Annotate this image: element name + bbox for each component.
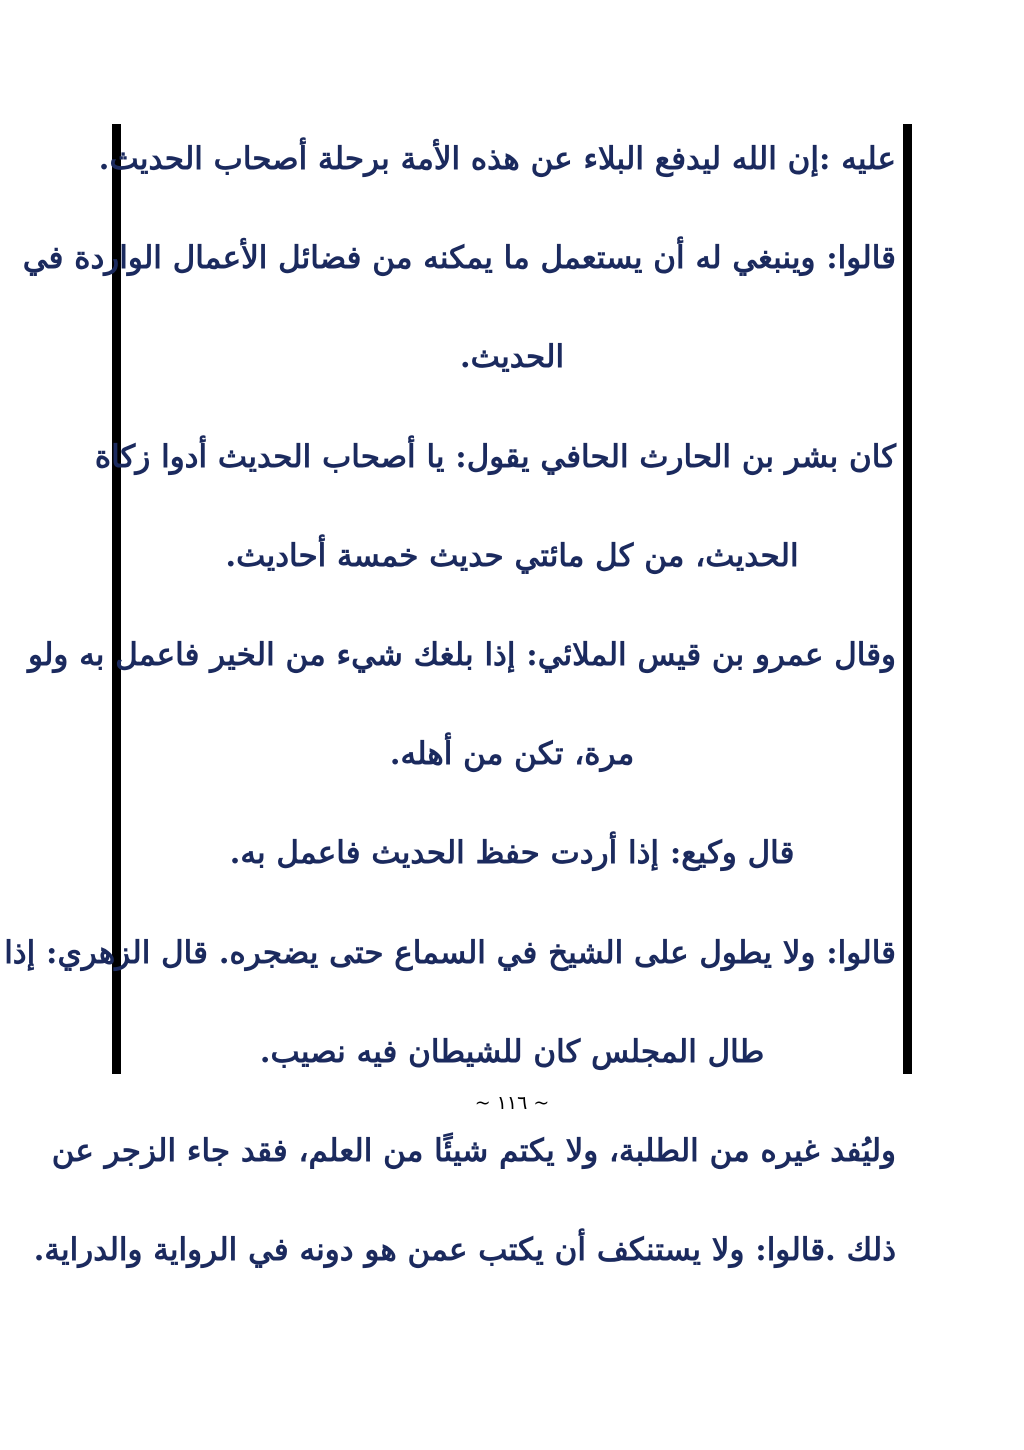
text-line: قال وكيع: إذا أردت حفظ الحديث فاعمل به. <box>229 835 795 872</box>
text-line: طال المجلس كان للشيطان فيه نصيب. <box>259 1033 765 1070</box>
text-line: قالوا: ولا يطول على الشيخ في السماع حتى يضجره. قال الزهري: إذا <box>4 934 896 971</box>
page-number: ~ ١١٦ ~ <box>474 1092 550 1114</box>
text-line: الحديث. <box>459 339 565 376</box>
text-line: قالوا: وينبغي له أن يستعمل ما يمكنه من فضائل الأعمال الواردة في <box>22 240 896 277</box>
body-text <box>4 126 900 1316</box>
right-border-bar <box>903 124 912 1074</box>
text-line: الحديث، من كل مائتي حديث خمسة أحاديث. <box>225 537 799 574</box>
text-line: وليُفد غيره من الطلبة، ولا يكتم شيئًا من العلم، فقد جاء الزجر عن <box>51 1132 896 1169</box>
text-line: ذلك .قالوا: ولا يستنكف أن يكتب عمن هو دونه في الرواية والدراية. <box>33 1232 896 1269</box>
text-line: مرة، تكن من أهله. <box>389 736 635 773</box>
text-line: كان بشر بن الحارث الحافي يقول: يا أصحاب الحديث أدوا زكاة <box>94 438 896 475</box>
text-line: عليه :إن الله ليدفع البلاء عن هذه الأمة برحلة أصحاب الحديث. <box>98 141 896 177</box>
text-line: وقال عمرو بن قيس الملائي: إذا بلغك شيء من الخير فاعمل به ولو <box>27 636 896 673</box>
